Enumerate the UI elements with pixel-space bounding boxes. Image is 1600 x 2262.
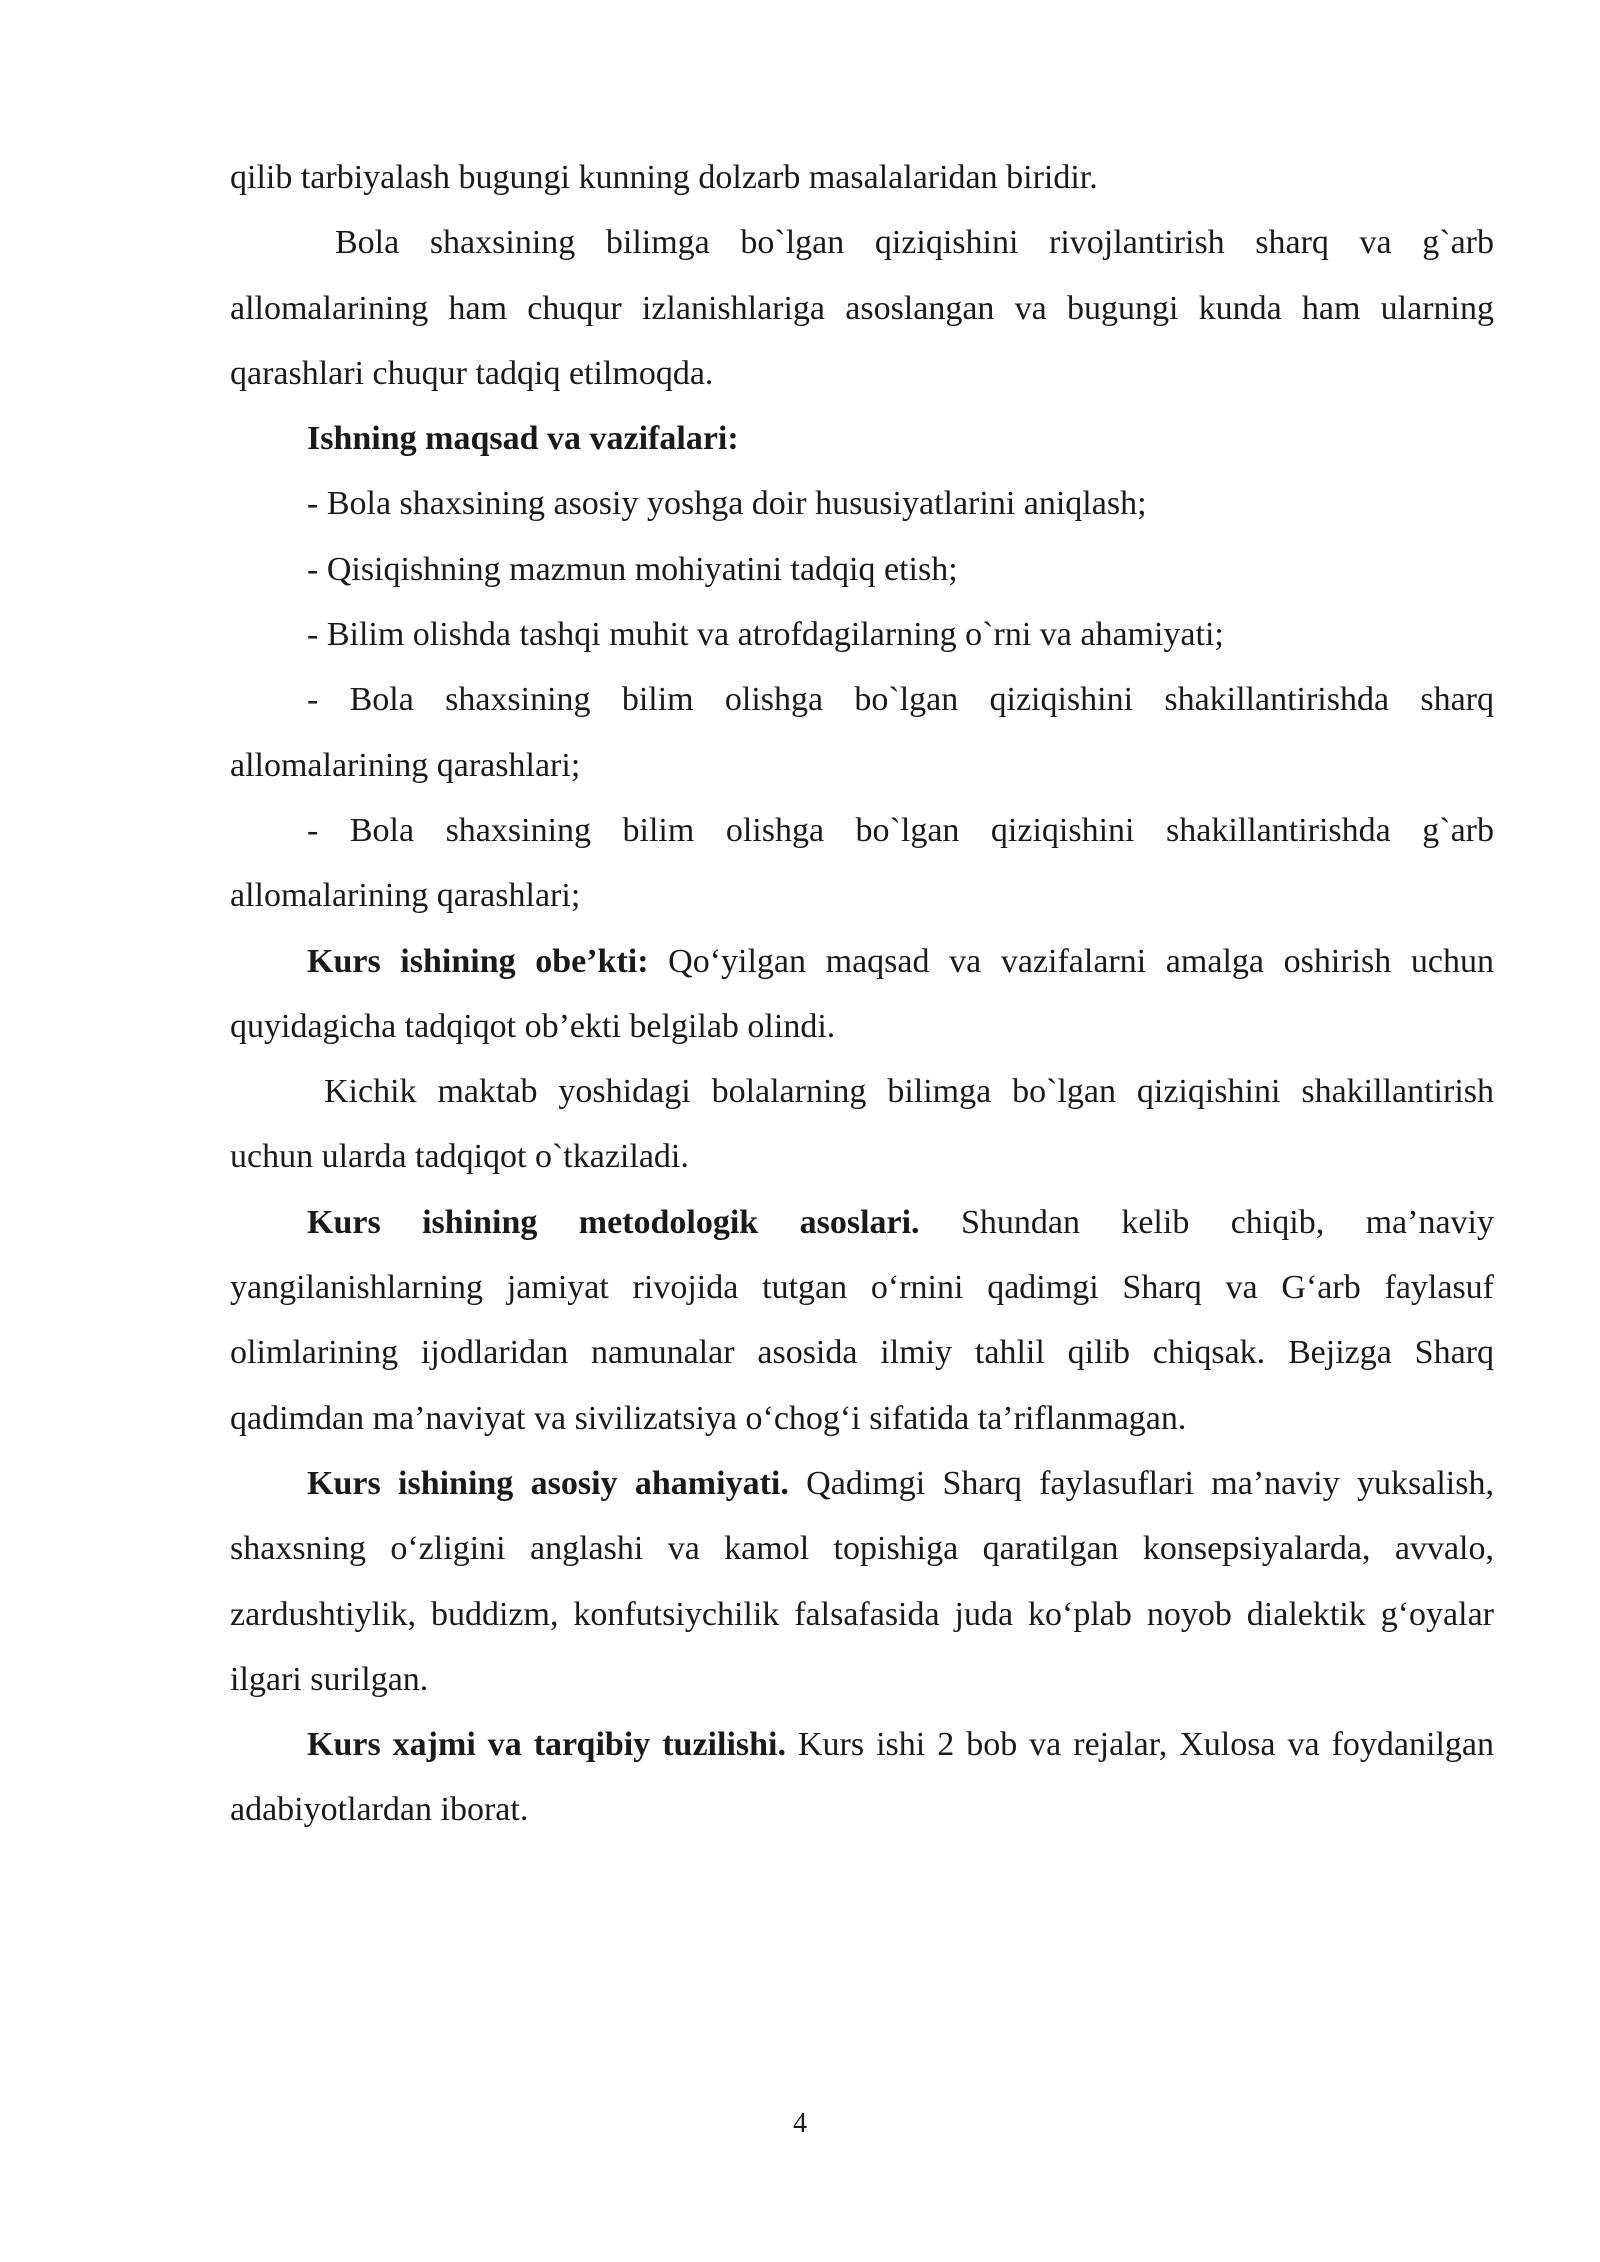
paragraph-structure [230,1712,1494,1843]
list-item: - Bola shaxsining asosiy yoshga doir hususiyatlarini aniqlash; [307,485,1147,523]
paragraph-importance [230,1451,1494,1712]
paragraph-kichik: Kichik maktab yoshidagi bolalarning bilimga bo`lgan qiziqishini shakillantirish uchun ularda tadqiqot o`tkaziladi. [230,1073,1494,1176]
list-item: - Bilim olishda tashqi muhit va atrofdagilarning o`rni va ahamiyati; [307,616,1224,654]
heading-tasks: Ishning maqsad va vazifalari: [307,420,739,458]
object-text: Qo‘yilgan maqsad va vazifalarni amalga oshirish uchun quyidagicha tadqiqot ob’ekti belgilab olindi. [230,942,1494,1045]
document-page [230,145,1494,1843]
methodology-text: Shundan kelib chiqib, ma’naviy yangilanishlarning jamiyat rivojida tutgan o‘rnini qadimgi Sharq va G‘arb faylasuf olimlarining ijodlaridan namunalar asosida ilmiy tahlil qilib chiqsak. Bejizga Sharq qadimdan ma’naviyat va sivilizatsiya o‘chog‘i sifatida ta’riflanmagan. [230,1203,1494,1437]
page-number: 4 [793,2108,807,2139]
structure-text: Kurs ishi 2 bob va rejalar, Xulosa va foydanilgan adabiyotlardan iborat. [230,1726,1494,1829]
list-item: - Qisiqishning mazmun mohiyatini tadqiq etish; [307,550,958,588]
paragraph-object [230,929,1494,1060]
structure-label: Kurs xajmi va tarqibiy tuzilishi. [307,1726,786,1764]
list-item: - Bola shaxsining bilim olishga bo`lgan qiziqishini shakillantirishda g`arb allomalarining qarashlari; [230,811,1494,915]
methodology-label: Kurs ishining metodologik asoslari. [307,1203,920,1241]
object-label: Kurs ishining obe’kti: [307,942,649,980]
importance-text: Qadimgi Sharq faylasuflari ma’naviy yuksalish, shaxsning o‘zligini anglashi va kamol topishiga qaratilgan konsepsiyalarda, avvalo, zardushtiylik, buddizm, konfutsiychilik falsafasida juda ko‘plab noyob dialektik g‘oyalar ilgari surilgan. [230,1464,1494,1698]
list-item: - Bola shaxsining bilim olishga bo`lgan qiziqishini shakillantirishda sharq allomalarining qarashlari; [230,681,1494,784]
paragraph-interest: Bola shaxsining bilimga bo`lgan qiziqishini rivojlantirish sharq va g`arb allomalarining ham chuqur izlanishlariga asoslangan va bugungi kunda ham ularning qarashlari chuqur tadqiq etilmoqda. [230,224,1494,392]
importance-label: Kurs ishining asosiy ahamiyati. [307,1464,789,1502]
paragraph-methodology [230,1190,1494,1451]
paragraph-continuation: qilib tarbiyalash bugungi kunning dolzarb masalalaridan biridir. [230,159,1098,196]
